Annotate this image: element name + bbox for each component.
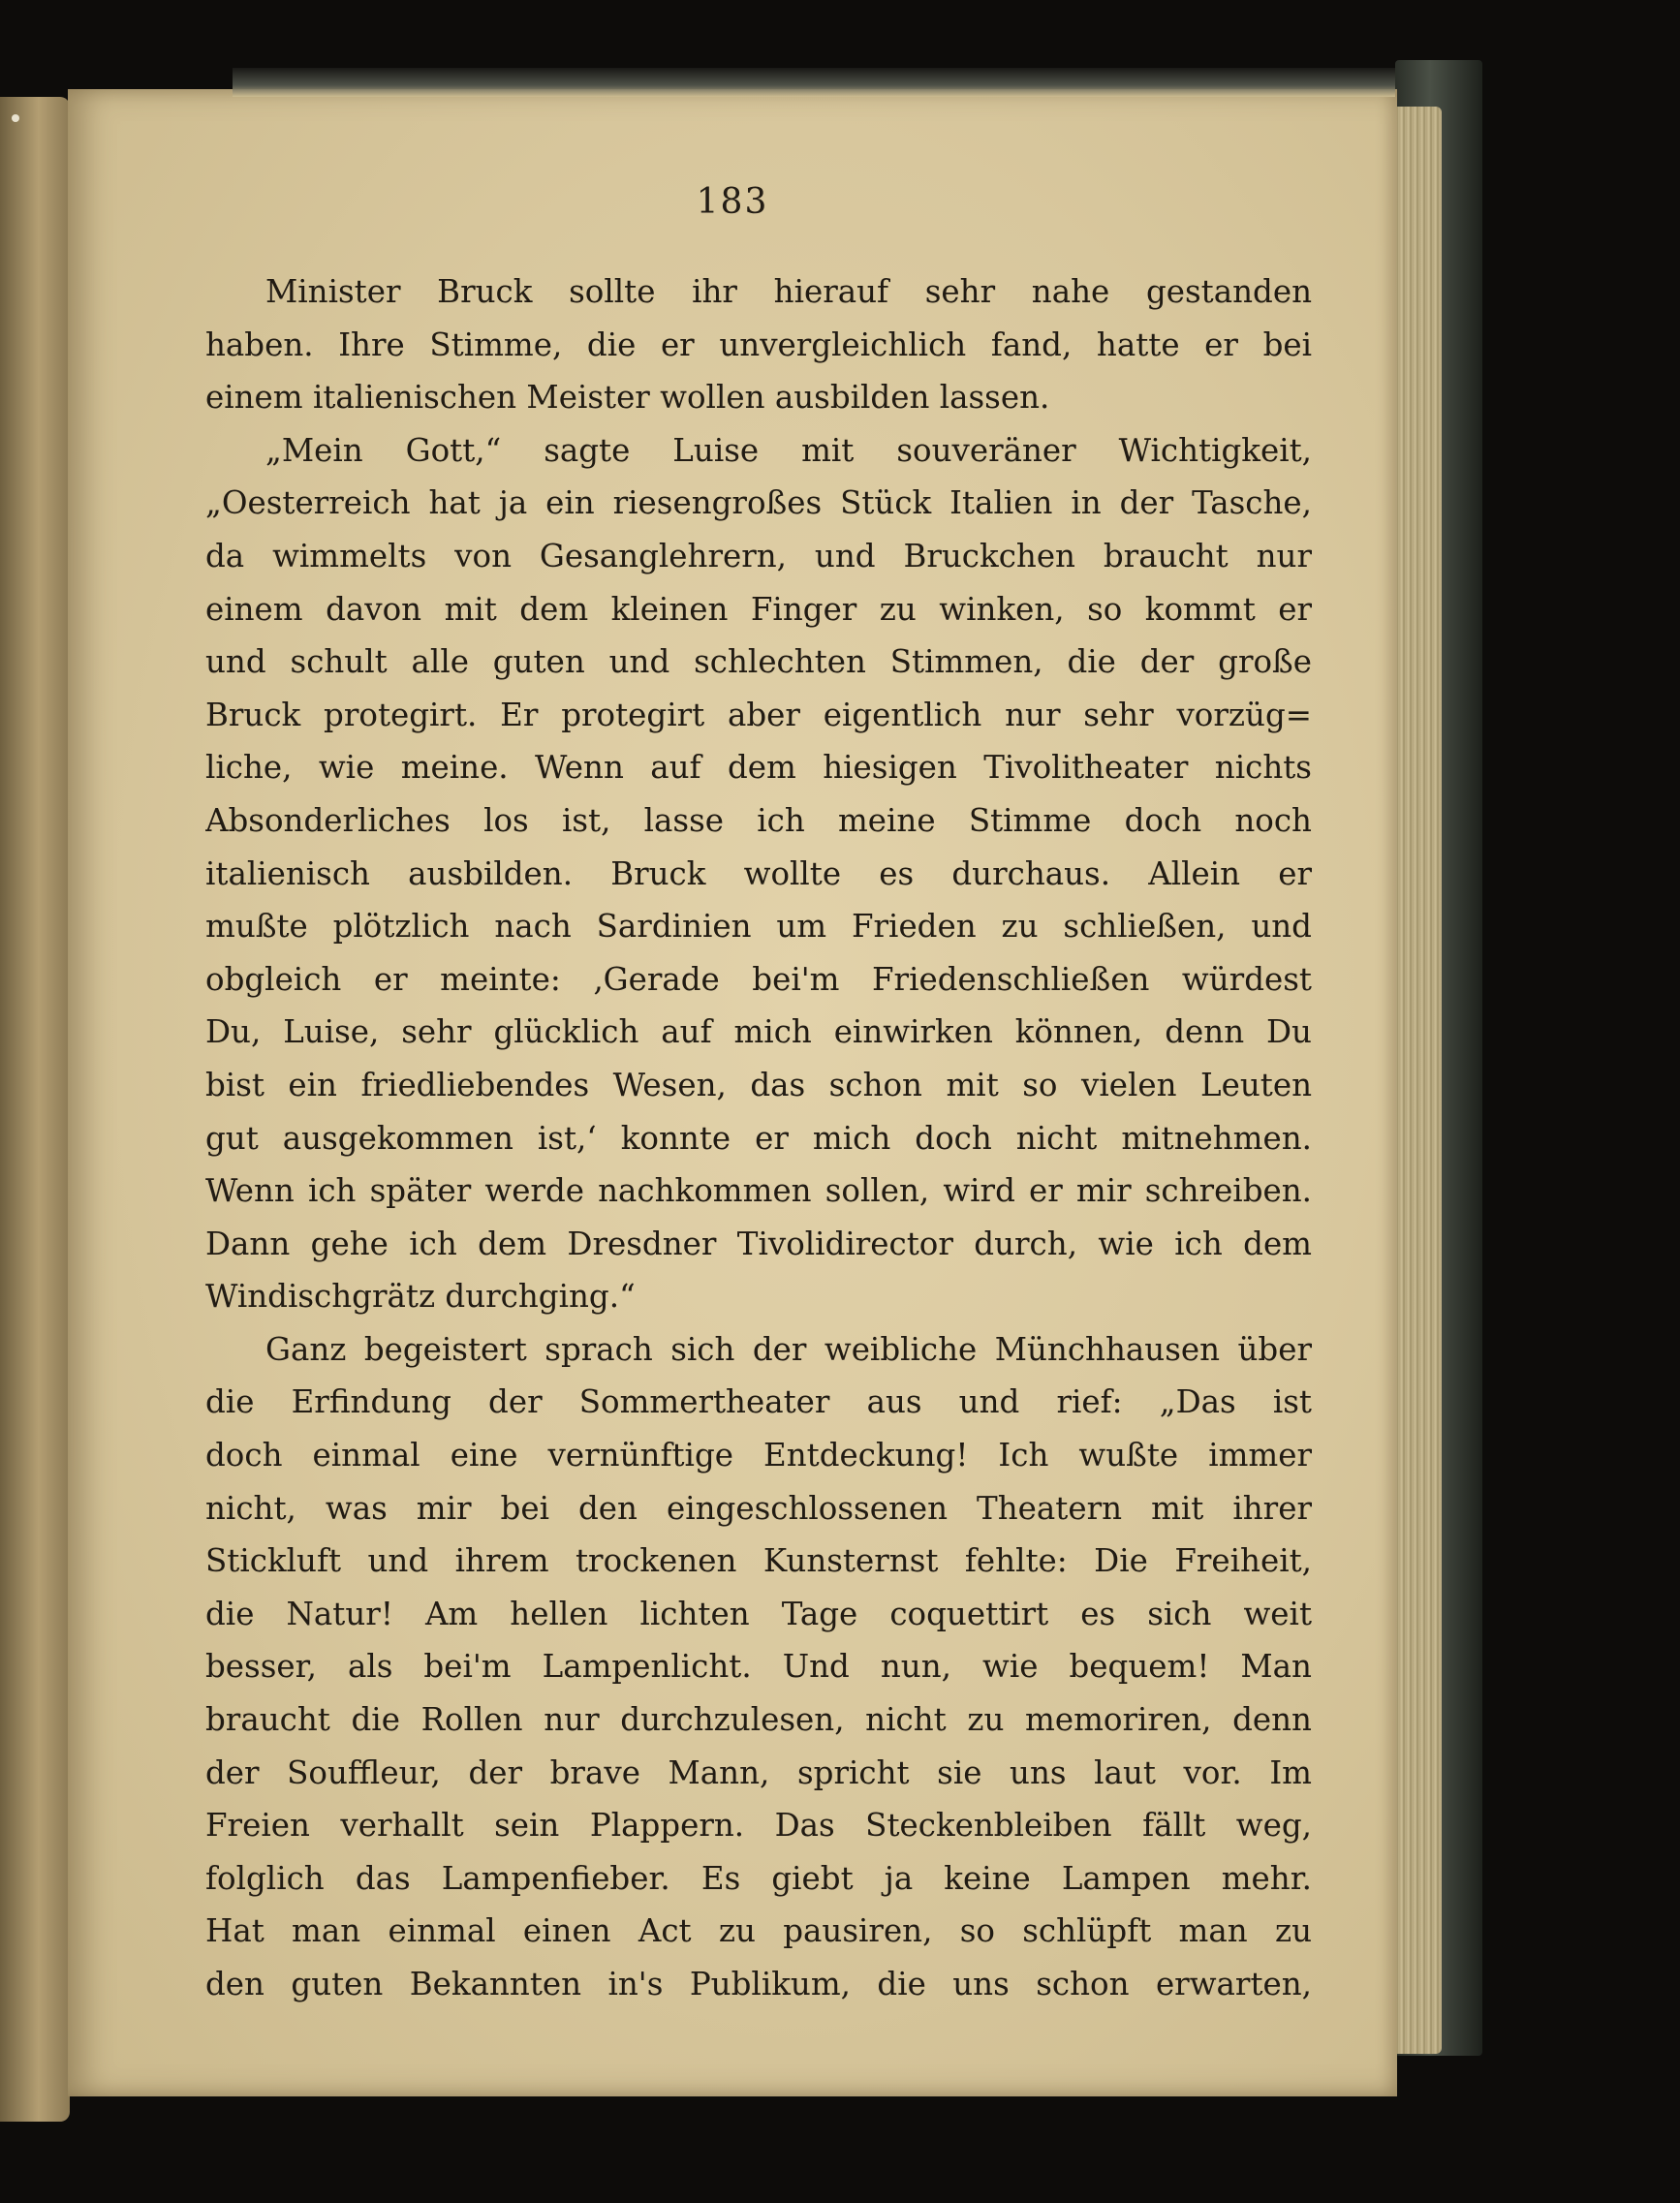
text-line: Ganz begeistert sprach sich der weibliche Münchhausen über xyxy=(265,1330,1312,1368)
text-line: Absonderliches los ist, lasse ich meine Stimme doch noch xyxy=(205,801,1312,839)
text-line: der Souffleur, der brave Mann, spricht sie uns laut vor. Im xyxy=(205,1753,1312,1791)
text-line: braucht die Rollen nur durchzulesen, nicht zu memoriren, denn xyxy=(205,1701,1312,1739)
text-line: obgleich er meinte: ‚Gerade bei'm Friedenschließen würdest xyxy=(205,960,1312,998)
text-line: folglich das Lampenfieber. Es giebt ja keine Lampen mehr. xyxy=(205,1859,1312,1897)
text-line: da wimmelts von Gesanglehrern, und Bruckchen braucht nur xyxy=(205,537,1312,574)
text-line: Minister Bruck sollte ihr hierauf sehr nahe gestanden xyxy=(265,273,1312,310)
text-line: Windischgrätz durchging.“ xyxy=(205,1278,636,1316)
text-line: „Mein Gott,“ sagte Luise mit souveräner Wichtigkeit, xyxy=(265,431,1312,469)
text-line: liche, wie meine. Wenn auf dem hiesigen Tivolitheater nichts xyxy=(205,749,1312,787)
text-line: die Erfindung der Sommertheater aus und rief: „Das ist xyxy=(205,1383,1312,1421)
text-line: die Natur! Am hellen lichten Tage coquettirt es sich weit xyxy=(205,1595,1312,1632)
text-line: „Oesterreich hat ja ein riesengroßes Stück Italien in der Tasche, xyxy=(205,484,1312,522)
book-page xyxy=(68,89,1397,2096)
page-top-shadow xyxy=(233,68,1395,97)
text-line: den guten Bekannten in's Publikum, die uns schon erwarten, xyxy=(205,1966,1312,2002)
text-line: gut ausgekommen ist,‘ konnte er mich doch nicht mitnehmen. xyxy=(205,1119,1312,1157)
text-line: italienisch ausbilden. Bruck wollte es durchaus. Allein er xyxy=(205,854,1312,892)
text-line: besser, als bei'm Lampenlicht. Und nun, wie bequem! Man xyxy=(205,1648,1312,1686)
text-line: Freien verhallt sein Plappern. Das Steckenbleiben fällt weg, xyxy=(205,1807,1312,1845)
text-line: haben. Ihre Stimme, die er unvergleichlich fand, hatte er bei xyxy=(205,326,1312,363)
text-line: Hat man einmal einen Act zu pausiren, so schlüpft man zu xyxy=(205,1912,1312,1950)
text-line: Stickluft und ihrem trockenen Kunsternst fehlte: Die Freiheit, xyxy=(205,1542,1312,1580)
text-line: Bruck protegirt. Er protegirt aber eigentlich nur sehr vorzüg= xyxy=(205,696,1312,733)
text-line: und schult alle guten und schlechten Stimmen, die der große xyxy=(205,643,1312,681)
text-line: einem davon mit dem kleinen Finger zu winken, so kommt er xyxy=(205,590,1312,628)
text-line: einem italienischen Meister wollen ausbilden lassen. xyxy=(205,379,1050,417)
text-line: Dann gehe ich dem Dresdner Tivolidirector durch, wie ich dem xyxy=(205,1225,1312,1262)
text-line: Du, Luise, sehr glücklich auf mich einwirken können, denn Du xyxy=(205,1013,1312,1051)
text-line: Wenn ich später werde nachkommen sollen, wird er mir schreiben. xyxy=(205,1172,1312,1210)
page-number: 183 xyxy=(696,182,769,222)
text-line: mußte plötzlich nach Sardinien um Frieden zu schließen, und xyxy=(205,908,1312,946)
text-line: nicht, was mir bei den eingeschlossenen Theatern mit ihrer xyxy=(205,1489,1312,1527)
left-page-edge xyxy=(0,97,70,2122)
scan-marker-dot xyxy=(12,114,19,122)
text-line: bist ein friedliebendes Wesen, das schon mit so vielen Leuten xyxy=(205,1066,1312,1103)
page-text xyxy=(205,265,1312,2011)
text-line: doch einmal eine vernünftige Entdeckung! Ich wußte immer xyxy=(205,1437,1312,1474)
